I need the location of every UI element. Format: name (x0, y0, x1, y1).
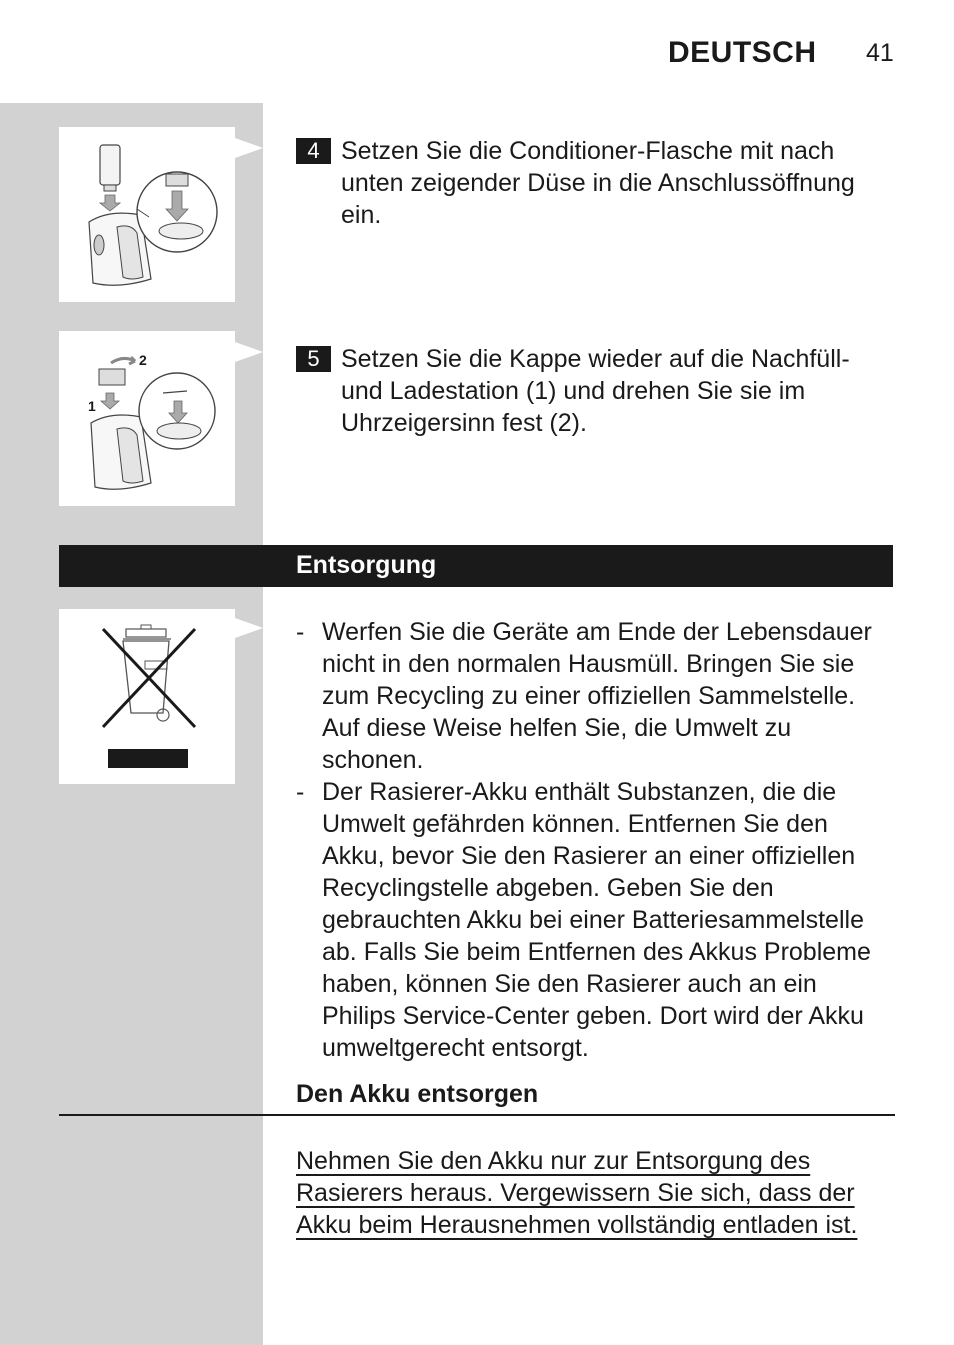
disposal-bullet-list (296, 616, 888, 1064)
step-text: Setzen Sie die Conditioner-Flasche mit nach unten zeigender Düse in die Anschlussöffnung ein. (341, 137, 855, 229)
list-item: - Werfen Sie die Geräte am Ende der Lebensdauer nicht in den normalen Hausmüll. Bringen Sie sie zum Recycling zu einer offiziellen Sammelstelle. Auf diese Weise helfen Sie, die Umwelt zu schonen. (296, 618, 872, 774)
note-line: Akku beim Herausnehmen vollständig entladen ist. (296, 1211, 858, 1239)
figure-pointer (235, 342, 263, 362)
figure-label-2: 2 (139, 352, 147, 368)
step-text: Setzen Sie die Kappe wieder auf die Nachfüll- und Ladestation (1) und drehen Sie sie im Uhrzeigersinn fest (2). (341, 345, 850, 437)
bullet-text: Werfen Sie die Geräte am Ende der Lebensdauer nicht in den normalen Hausmüll. Bringen Sie sie zum Recycling zu einer offiziellen Sammelstelle. Auf diese Weise helfen Sie, die Umwelt zu schonen. (322, 618, 872, 774)
subsection-title: Den Akku entsorgen (296, 1080, 539, 1108)
section-divider (59, 1114, 895, 1116)
page-number: 41 (866, 39, 894, 67)
section-heading-bar (59, 545, 893, 587)
bullet-text: Der Rasierer-Akku enthält Substanzen, die die Umwelt gefährden können. Entfernen Sie den Akku, bevor Sie den Rasierer an einer offiziellen Recyclingstelle abgeben. Geben Sie den gebrauchten Akku bei einer Batteriesammelstelle ab. Falls Sie beim Entfernen des Akkus Probleme haben, können Sie den Rasierer auch an ein Philips Service-Center geben. Dort wird der Akku umweltgerecht entsorgt. (322, 778, 871, 1062)
section-title: Entsorgung (296, 551, 437, 579)
note-line: Rasierers heraus. Vergewissern Sie sich, dass der (296, 1179, 855, 1207)
instruction-step-4 (296, 135, 886, 231)
instruction-step-5 (296, 343, 886, 439)
list-item: - Der Rasierer-Akku enthält Substanzen, die die Umwelt gefährden können. Entfernen Sie den Akku, bevor Sie den Rasierer an einer offiziellen Recyclingstelle abgeben. Geben Sie den gebrauchten Akku bei einer Batteriesammelstelle ab. Falls Sie beim Entfernen des Akkus Probleme haben, können Sie den Rasierer auch an ein Philips Service-Center geben. Dort wird der Akku umweltgerecht entsorgt. (296, 778, 871, 1062)
figure-pointer (235, 618, 263, 638)
figure-step-5 (59, 331, 235, 506)
figure-label-1: 1 (88, 398, 96, 414)
figure-pointer (235, 138, 263, 158)
note-line: Nehmen Sie den Akku nur zur Entsorgung des (296, 1147, 811, 1175)
language-header: DEUTSCH (668, 36, 817, 69)
crossed-out-wheelie-bin-icon (59, 609, 235, 784)
figure-step-4 (59, 127, 235, 302)
figure-disposal (59, 609, 235, 784)
step-number: 4 (296, 138, 331, 164)
subsection-note (296, 1145, 857, 1241)
step-number: 5 (296, 346, 331, 372)
cartridge-insert-illustration (59, 127, 235, 302)
cap-replace-illustration (59, 331, 235, 506)
